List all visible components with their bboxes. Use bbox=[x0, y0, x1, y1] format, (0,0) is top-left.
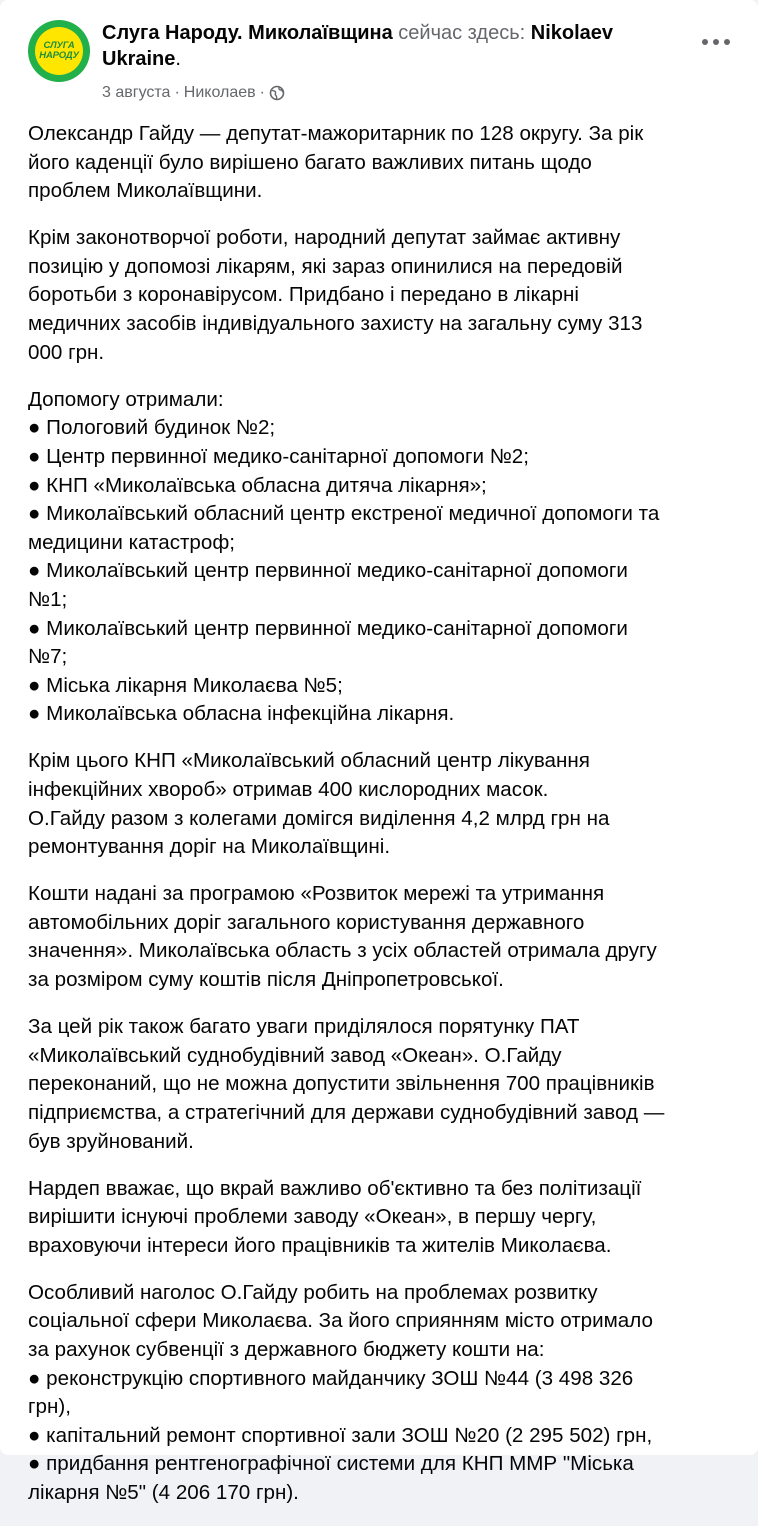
paragraph-line: соціальної сфери Миколаєва. За його сприянням місто отримало bbox=[28, 1309, 653, 1333]
paragraph-line: №7; bbox=[28, 645, 68, 669]
here-label: сейчас здесь: bbox=[398, 22, 526, 44]
paragraph-line: ● Миколаївський центр первинної медико-санітарної допомоги bbox=[28, 616, 628, 640]
post-paragraph bbox=[28, 1175, 740, 1261]
paragraph-line: інфекційних хвороб» отримав 400 кисл​ородних масок. bbox=[28, 777, 549, 801]
paragraph-line: ● Пологовий будинок №2; bbox=[28, 416, 276, 440]
post-paragraph bbox=[28, 1013, 740, 1156]
paragraph-line: 000 грн. bbox=[28, 340, 105, 364]
post-paragraph bbox=[28, 1279, 740, 1508]
post-paragraph bbox=[28, 747, 740, 861]
paragraph-line: ● Центр первинної медико-санітарної допомоги №2; bbox=[28, 444, 529, 468]
paragraph-line: автомобільних доріг загального користування державного bbox=[28, 910, 585, 934]
paragraph-line: За цей рік також багато уваги приділялося порятунку ПАТ bbox=[28, 1015, 580, 1039]
paragraph-line: боротьби з коронавірусом. Придбано і передано в лікарні bbox=[28, 283, 579, 307]
paragraph-line: ● Міська лікарня Миколаєва №5; bbox=[28, 673, 343, 697]
paragraph-line: медицини катастроф; bbox=[28, 530, 235, 554]
paragraph-line: №1; bbox=[28, 587, 68, 611]
paragraph-line: ● капітальний ремонт спортивної зали ЗОШ №20 (2 295 502) грн, bbox=[28, 1423, 653, 1447]
post-paragraph bbox=[28, 880, 740, 994]
paragraph-line: враховуючи інтереси його працівників та жителів Миколаєва. bbox=[28, 1233, 612, 1257]
paragraph-line: ● Миколаївський центр первинної медико-санітарної допомоги bbox=[28, 559, 628, 583]
post-paragraph bbox=[28, 386, 740, 729]
post-header bbox=[28, 18, 738, 108]
paragraph-line: підприємства, а стратегічний для держави суднобудівний завод — bbox=[28, 1100, 665, 1124]
paragraph-line: лікарня №5" (4 206 170 грн). bbox=[28, 1481, 299, 1505]
more-options-icon bbox=[724, 39, 730, 45]
more-options-icon bbox=[702, 39, 708, 45]
post-place[interactable]: Николаев bbox=[183, 84, 256, 101]
paragraph-line: проблем Миколаївщини. bbox=[28, 179, 263, 203]
paragraph-line: Допомогу отримали: bbox=[28, 387, 224, 411]
paragraph-line: грн), bbox=[28, 1395, 71, 1419]
location-link-2[interactable]: Ukraine bbox=[102, 48, 176, 70]
more-options-button[interactable] bbox=[694, 24, 738, 60]
location-suffix: . bbox=[175, 48, 181, 70]
paragraph-line: Крім законотворчої роботи, народний депутат займає активну bbox=[28, 226, 621, 250]
paragraph-line: Нардеп вважає, що вкрай важливо об'єктивно та без політизації bbox=[28, 1176, 642, 1200]
paragraph-line: Олександр Гайду — депутат-мажоритарник по 128 округу. За рік bbox=[28, 122, 644, 145]
more-options-icon bbox=[713, 39, 719, 45]
paragraph-line: ремонтування доріг на Миколаївщині. bbox=[28, 835, 391, 859]
meta-separator-1: · bbox=[174, 84, 180, 101]
post-date[interactable]: 3 августа bbox=[102, 84, 171, 101]
paragraph-line: медичних засобів індивідуального захисту на загальну суму 313 bbox=[28, 312, 643, 336]
paragraph-line: ● КНП «Миколаївська обласна дитяча лікарня»; bbox=[28, 473, 487, 497]
paragraph-line: ● придбання рентгенографічної системи для КНП ММР "Міська bbox=[28, 1452, 634, 1476]
paragraph-line: був зруйнований. bbox=[28, 1129, 194, 1153]
paragraph-line: вирішити існуючі проблеми заводу «Океан», в першу чергу, bbox=[28, 1205, 597, 1229]
post-title bbox=[102, 20, 682, 72]
location-link-1[interactable]: Nikolaev bbox=[530, 22, 614, 44]
paragraph-line: його каденції було вирішено багато важливих питань щодо bbox=[28, 150, 592, 174]
paragraph-line: переконаний, що не можна допустити звільнення 700 працівників bbox=[28, 1072, 655, 1096]
author-link[interactable]: Слуга Народу. Миколаївщина bbox=[102, 22, 393, 44]
page-avatar[interactable] bbox=[28, 20, 90, 82]
paragraph-line: ● Миколаївська обласна інфекційна лікарня. bbox=[28, 702, 455, 726]
post-body bbox=[28, 120, 740, 1526]
logo-line-1: СЛУГА bbox=[43, 40, 75, 51]
post-paragraph bbox=[28, 120, 740, 206]
logo-badge bbox=[35, 27, 83, 75]
paragraph-line: за розміром суму коштів після Дніпропетровської. bbox=[28, 968, 504, 992]
globe-icon[interactable] bbox=[269, 85, 285, 101]
logo-line-2: НАРОДУ bbox=[39, 50, 79, 61]
paragraph-line: «Миколаївський суднобудівний завод «Океан». О.Гайду bbox=[28, 1043, 562, 1067]
paragraph-line: Кошти надані за програмою «Розвиток мережі та утримання bbox=[28, 882, 605, 906]
meta-separator-2: · bbox=[259, 84, 265, 101]
paragraph-line: позицію у допомозі лікарям, які зараз опинилися на передовій bbox=[28, 254, 623, 278]
paragraph-line: за рахунок субвенції з державного бюджету кошти на: bbox=[28, 1338, 545, 1362]
post-meta bbox=[102, 84, 285, 102]
paragraph-line: О.Гайду разом з колегами домігся виділення 4,2 млрд грн на bbox=[28, 806, 610, 830]
paragraph-line: ● реконструкцію спортивного майданчику ЗОШ №44 (3 498 326 bbox=[28, 1366, 634, 1390]
paragraph-line: Особливий наголос О.Гайду робить на проблемах розвитку bbox=[28, 1280, 598, 1304]
paragraph-line: значення». Миколаївська область з усіх областей отримала другу bbox=[28, 939, 657, 963]
paragraph-line: ● Миколаївський обласний центр екстреної медичної допомоги та bbox=[28, 502, 660, 526]
paragraph-line: Крім цього КНП «Миколаївський обласний центр лікування bbox=[28, 749, 590, 773]
post-paragraph bbox=[28, 224, 740, 367]
